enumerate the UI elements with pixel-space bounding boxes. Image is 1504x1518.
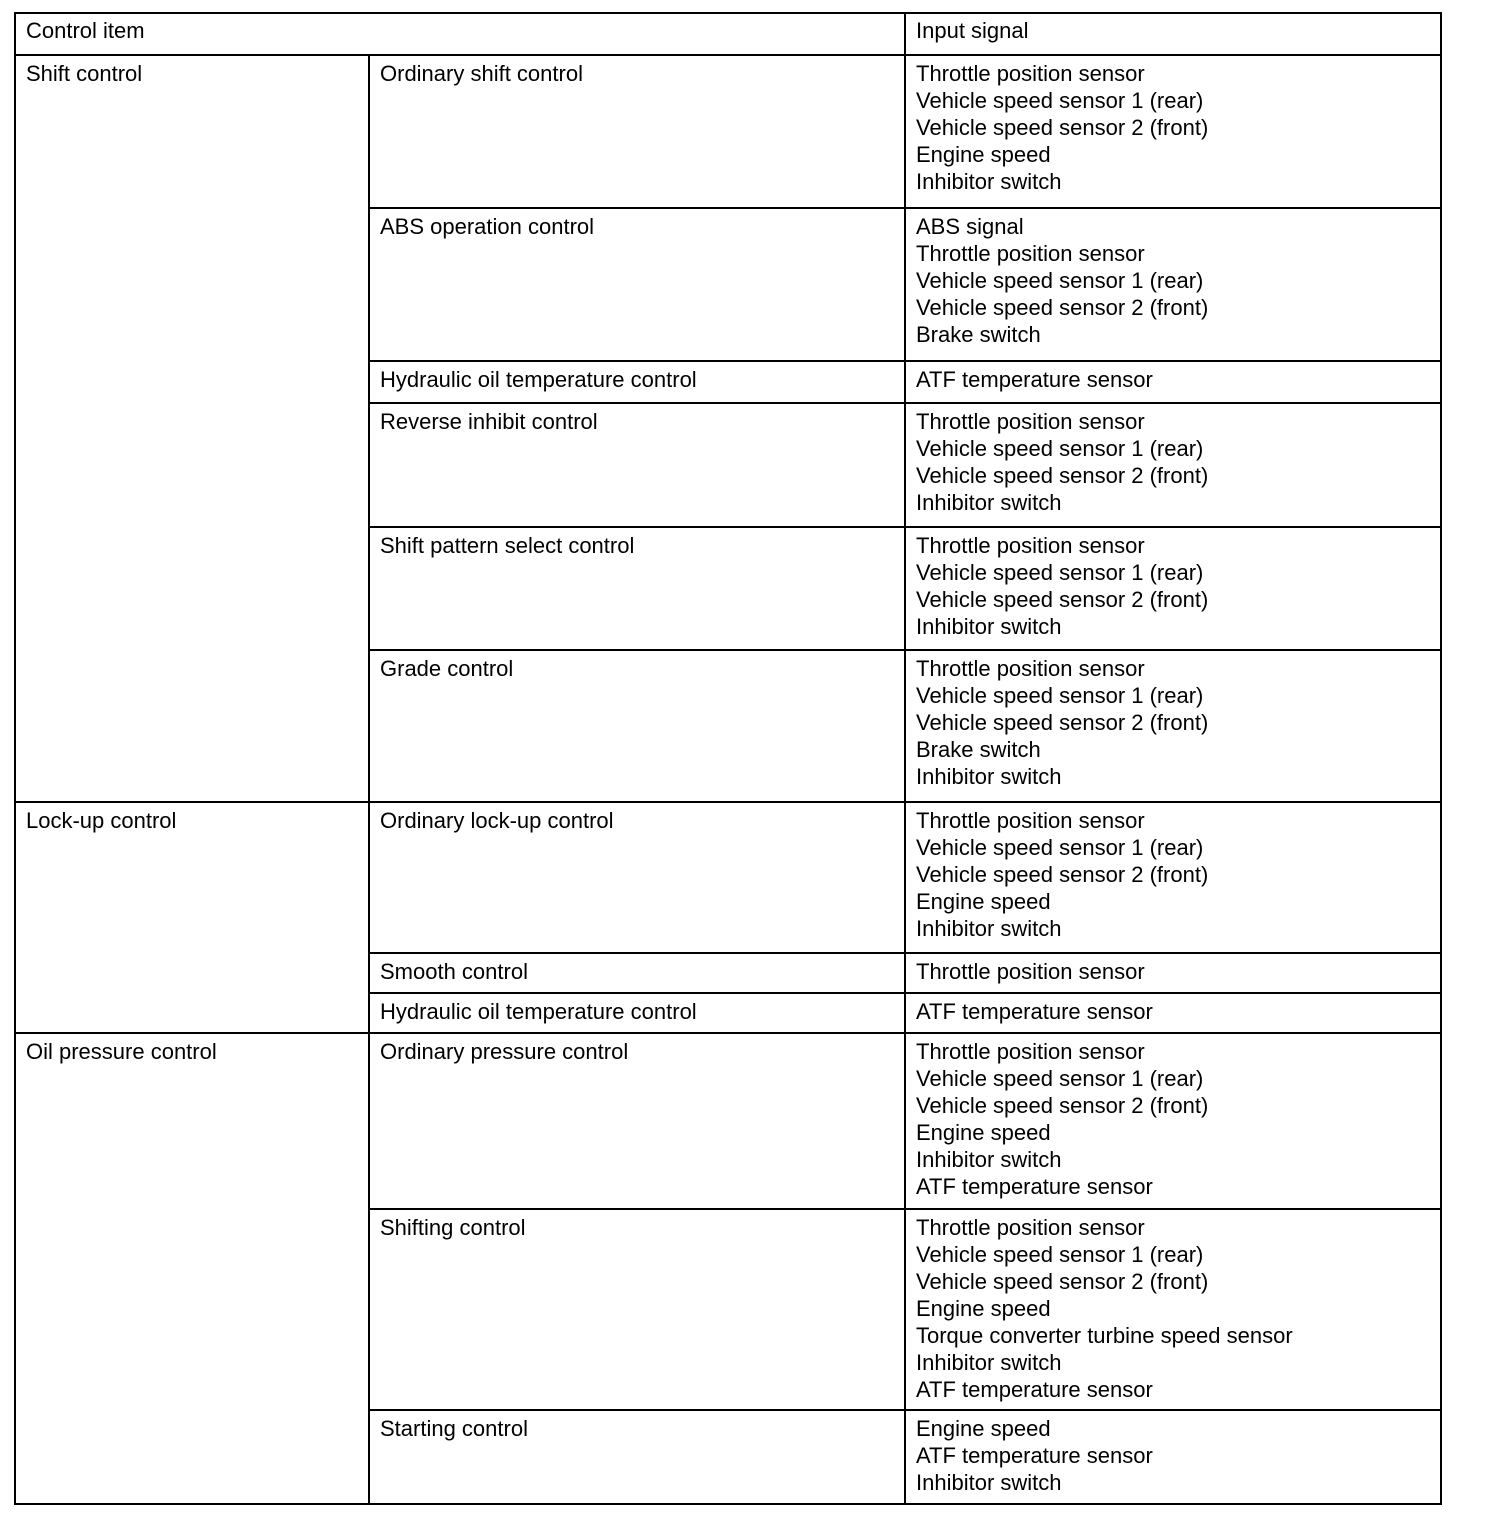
input-signal: Inhibitor switch [916, 1147, 1062, 1172]
input-signal: Vehicle speed sensor 1 (rear) [916, 683, 1204, 708]
input-signal: Vehicle speed sensor 1 (rear) [916, 268, 1204, 293]
input-signal: ATF temperature sensor [916, 1377, 1153, 1402]
input-signal-list [905, 403, 1441, 527]
input-signal: Throttle position sensor [916, 61, 1145, 86]
input-signal: Throttle position sensor [916, 656, 1145, 681]
input-signal: Inhibitor switch [916, 169, 1062, 194]
input-signal: Engine speed [916, 1416, 1051, 1441]
input-signal: Engine speed [916, 889, 1051, 914]
control-item-name: Shift pattern select control [369, 527, 905, 650]
control-item-name: Grade control [369, 650, 905, 802]
input-signal: Vehicle speed sensor 1 (rear) [916, 88, 1204, 113]
input-signal: ATF temperature sensor [916, 367, 1153, 392]
input-signal: Engine speed [916, 142, 1051, 167]
input-signal: Inhibitor switch [916, 490, 1062, 515]
input-signal: Throttle position sensor [916, 241, 1145, 266]
input-signal: Vehicle speed sensor 2 (front) [916, 587, 1209, 612]
control-item-name: Shifting control [369, 1209, 905, 1410]
input-signal: ATF temperature sensor [916, 1174, 1153, 1199]
input-signal: ABS signal [916, 214, 1024, 239]
control-item-name: Ordinary pressure control [369, 1033, 905, 1209]
input-signal: ATF temperature sensor [916, 999, 1153, 1024]
input-signal-list [905, 1209, 1441, 1410]
control-item-name: Starting control [369, 1410, 905, 1504]
input-signal: Vehicle speed sensor 1 (rear) [916, 835, 1204, 860]
input-signal: Torque converter turbine speed sensor [916, 1323, 1293, 1348]
control-item-table [14, 12, 1442, 1505]
input-signal-list [905, 361, 1441, 403]
control-item-name: Hydraulic oil temperature control [369, 993, 905, 1033]
input-signal: Vehicle speed sensor 1 (rear) [916, 1066, 1204, 1091]
input-signal: Throttle position sensor [916, 1215, 1145, 1240]
control-item-name: Ordinary lock-up control [369, 802, 905, 953]
input-signal-list [905, 650, 1441, 802]
input-signal: Brake switch [916, 737, 1041, 762]
input-signal: Vehicle speed sensor 2 (front) [916, 710, 1209, 735]
input-signal: Inhibitor switch [916, 916, 1062, 941]
control-item-name: ABS operation control [369, 208, 905, 361]
input-signal: Vehicle speed sensor 2 (front) [916, 463, 1209, 488]
input-signal-list [905, 527, 1441, 650]
input-signal: Brake switch [916, 322, 1041, 347]
input-signal: Throttle position sensor [916, 1039, 1145, 1064]
input-signal: Inhibitor switch [916, 1470, 1062, 1495]
table-row [15, 802, 1441, 953]
input-signal: Throttle position sensor [916, 808, 1145, 833]
input-signal: Throttle position sensor [916, 409, 1145, 434]
input-signal: Inhibitor switch [916, 764, 1062, 789]
group-shift-control: Shift control [15, 55, 369, 802]
control-item-name: Reverse inhibit control [369, 403, 905, 527]
input-signal: Inhibitor switch [916, 1350, 1062, 1375]
input-signal-list [905, 208, 1441, 361]
input-signal: Vehicle speed sensor 1 (rear) [916, 560, 1204, 585]
control-item-name: Smooth control [369, 953, 905, 993]
input-signal-list [905, 802, 1441, 953]
group-lock-up-control: Lock-up control [15, 802, 369, 1033]
input-signal: ATF temperature sensor [916, 1443, 1153, 1468]
input-signal-list [905, 1033, 1441, 1209]
table-row [15, 55, 1441, 208]
input-signal: Throttle position sensor [916, 959, 1145, 984]
table-header-row [15, 13, 1441, 55]
input-signal: Vehicle speed sensor 2 (front) [916, 862, 1209, 887]
input-signal-list [905, 1410, 1441, 1504]
control-item-name: Ordinary shift control [369, 55, 905, 208]
input-signal-list [905, 993, 1441, 1033]
input-signal: Vehicle speed sensor 2 (front) [916, 1093, 1209, 1118]
input-signal: Vehicle speed sensor 1 (rear) [916, 436, 1204, 461]
input-signal-list [905, 953, 1441, 993]
input-signal-list [905, 55, 1441, 208]
input-signal: Vehicle speed sensor 2 (front) [916, 115, 1209, 140]
input-signal: Engine speed [916, 1120, 1051, 1145]
group-oil-pressure-control: Oil pressure control [15, 1033, 369, 1504]
header-input-signal: Input signal [905, 13, 1441, 55]
input-signal: Throttle position sensor [916, 533, 1145, 558]
input-signal: Vehicle speed sensor 2 (front) [916, 295, 1209, 320]
input-signal: Vehicle speed sensor 2 (front) [916, 1269, 1209, 1294]
input-signal: Inhibitor switch [916, 614, 1062, 639]
control-item-name: Hydraulic oil temperature control [369, 361, 905, 403]
input-signal: Engine speed [916, 1296, 1051, 1321]
header-control-item: Control item [15, 13, 905, 55]
table-row [15, 1033, 1441, 1209]
input-signal: Vehicle speed sensor 1 (rear) [916, 1242, 1204, 1267]
